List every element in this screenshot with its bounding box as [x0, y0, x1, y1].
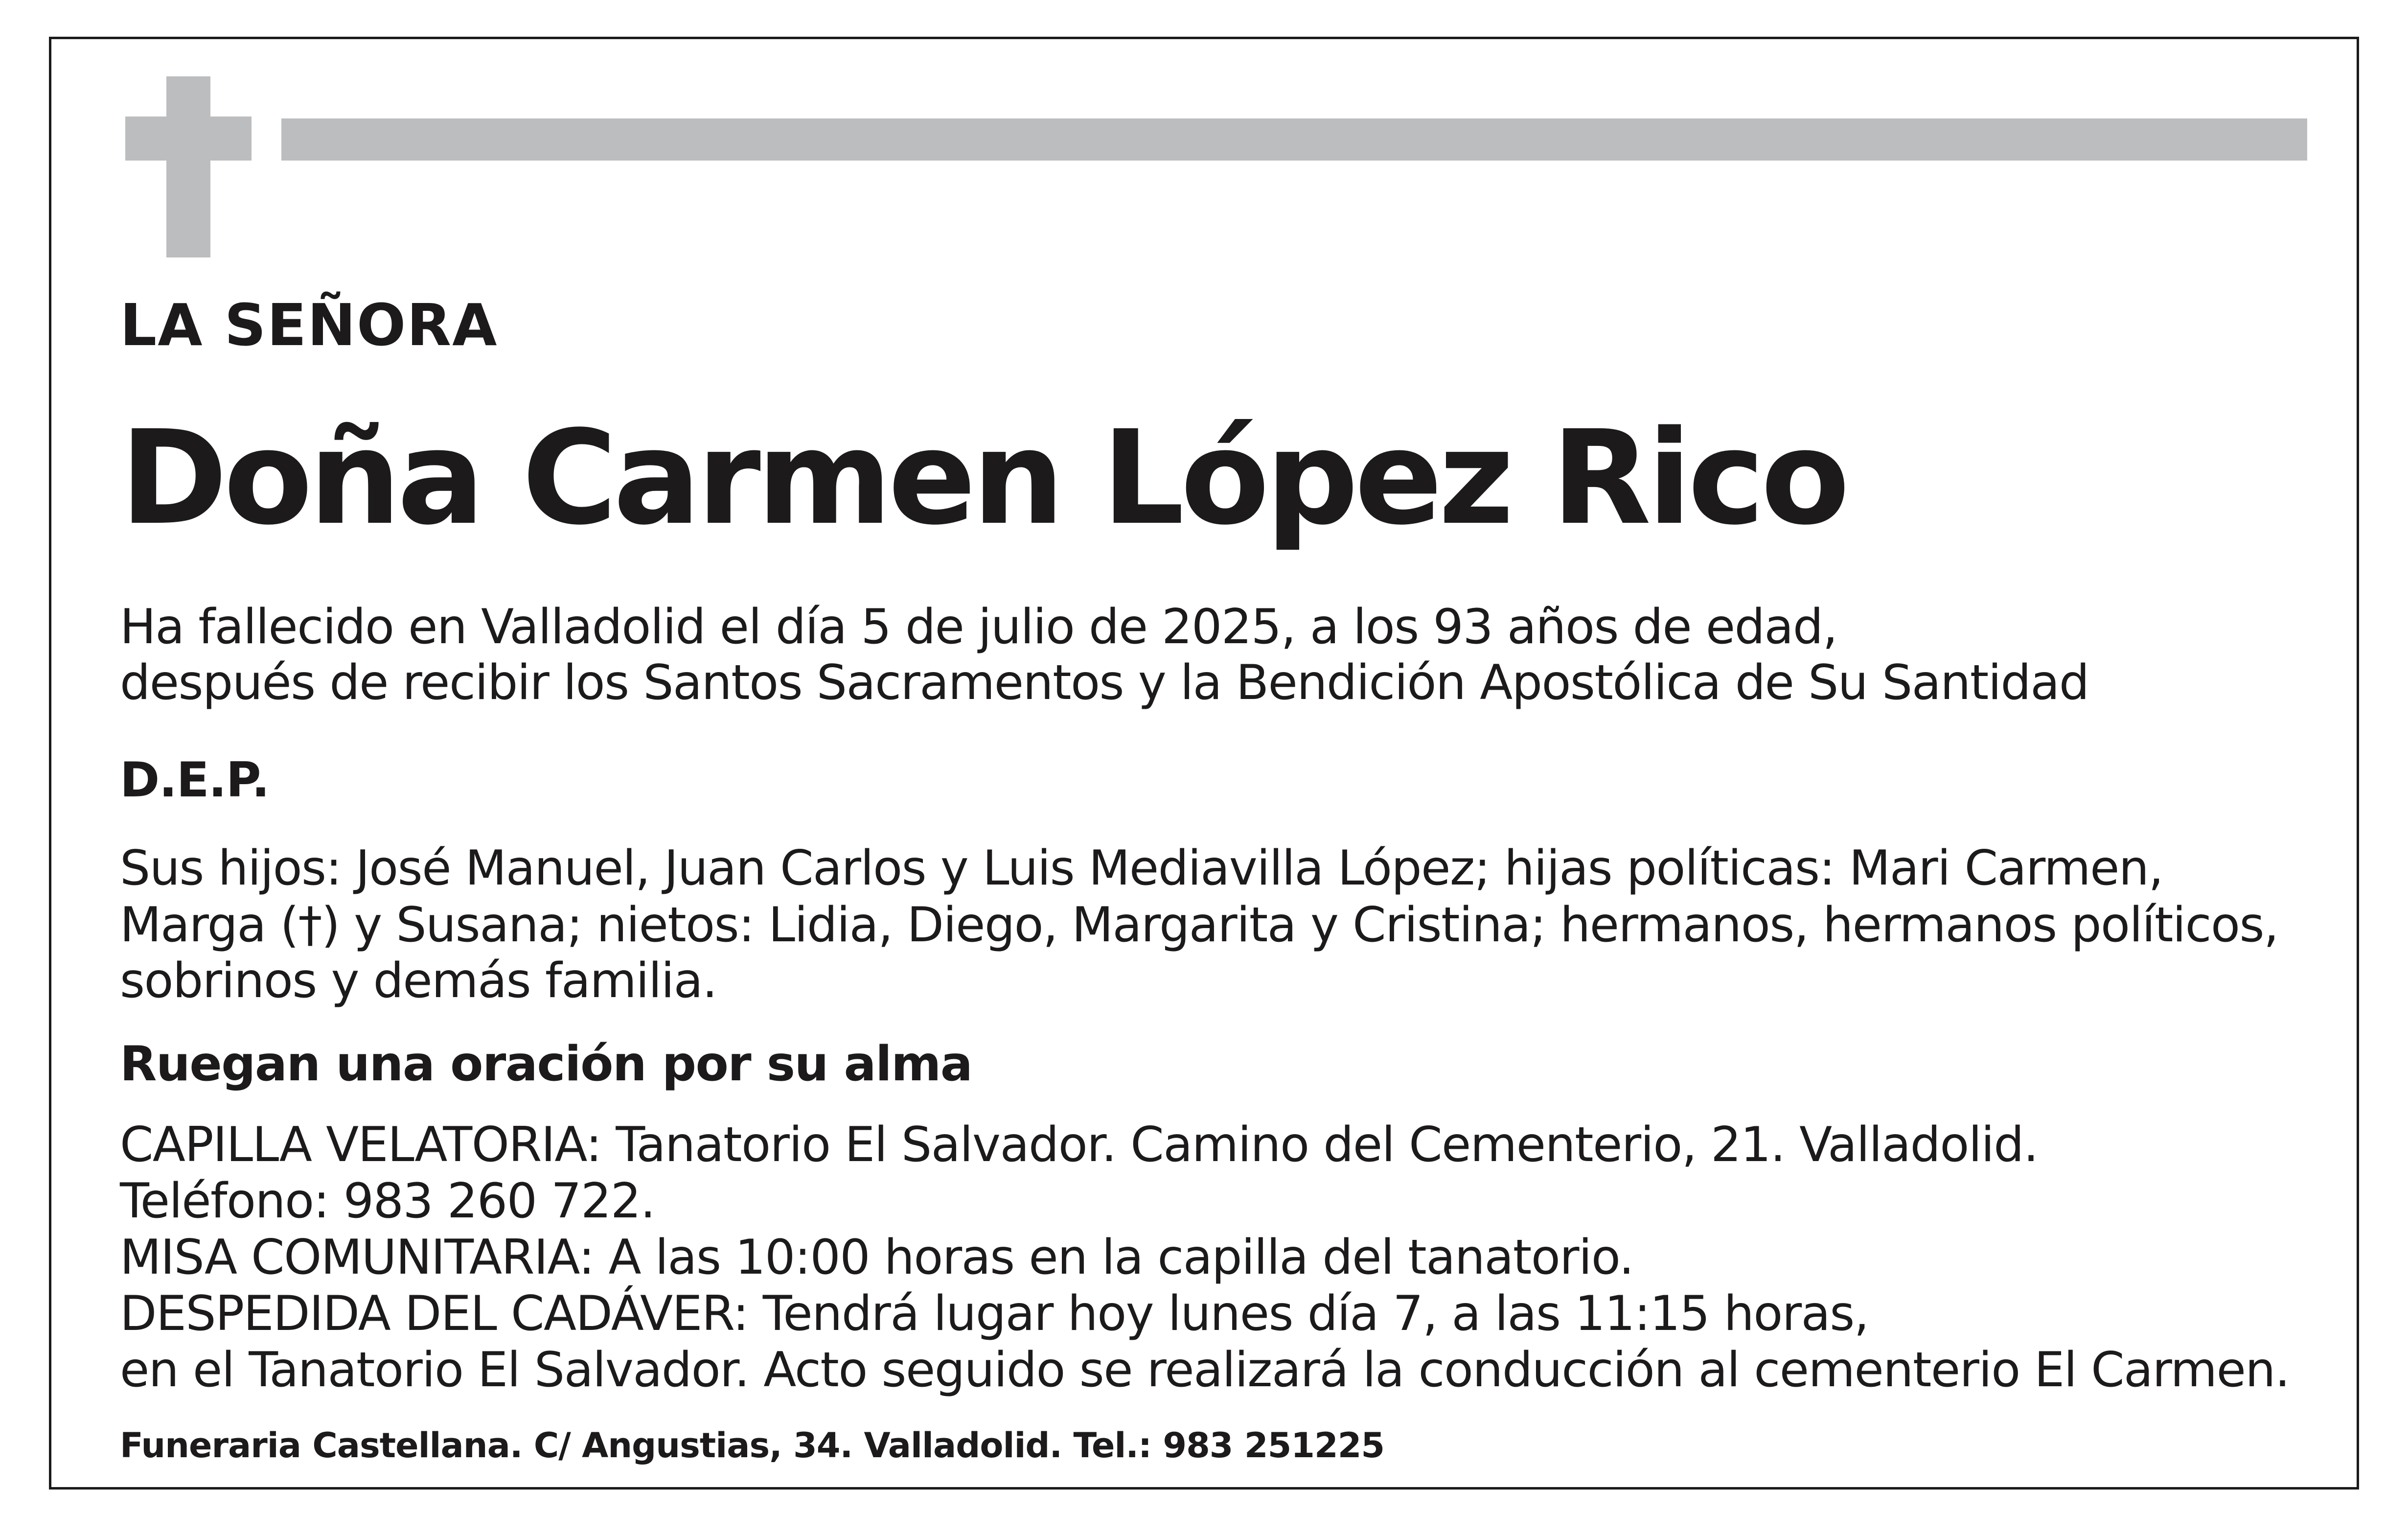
cross-icon: [166, 76, 210, 257]
dep-label: D.E.P.: [120, 752, 269, 808]
family-line: sobrinos y demás familia.: [120, 953, 717, 1009]
detail-line: DESPEDIDA DEL CADÁVER: Tendrá lugar hoy lunes día 7, a las 11:15 horas,: [120, 1286, 1869, 1342]
detail-line: Teléfono: 983 260 722.: [120, 1173, 655, 1229]
cross-icon-arm: [125, 116, 252, 161]
family-line: Sus hijos: José Manuel, Juan Carlos y Luis Mediavilla López; hijas políticas: Mari Carmen,: [120, 840, 2163, 896]
announcement-line: Ha fallecido en Valladolid el día 5 de julio de 2025, a los 93 años de edad,: [120, 599, 1837, 655]
funeral-home-footer: Funeraria Castellana. C/ Angustias, 34. Valladolid. Tel.: 983 251225: [120, 1425, 1385, 1466]
announcement-line: después de recibir los Santos Sacramentos y la Bendición Apostólica de Su Santidad: [120, 655, 2089, 711]
prayer-request: Ruegan una oración por su alma: [120, 1036, 972, 1092]
detail-line: en el Tanatorio El Salvador. Acto seguido se realizará la conducción al cementerio El Carmen.: [120, 1342, 2290, 1398]
header-divider-bar: [281, 118, 2307, 161]
detail-line: MISA COMUNITARIA: A las 10:00 horas en la capilla del tanatorio.: [120, 1230, 1634, 1285]
honorific-title: LA SEÑORA: [120, 291, 498, 359]
detail-line: CAPILLA VELATORIA: Tanatorio El Salvador. Camino del Cementerio, 21. Valladolid.: [120, 1117, 2038, 1173]
deceased-name: Doña Carmen López Rico: [120, 403, 1846, 554]
family-line: Marga (†) y Susana; nietos: Lidia, Diego, Margarita y Cristina; hermanos, hermanos políticos,: [120, 897, 2278, 953]
